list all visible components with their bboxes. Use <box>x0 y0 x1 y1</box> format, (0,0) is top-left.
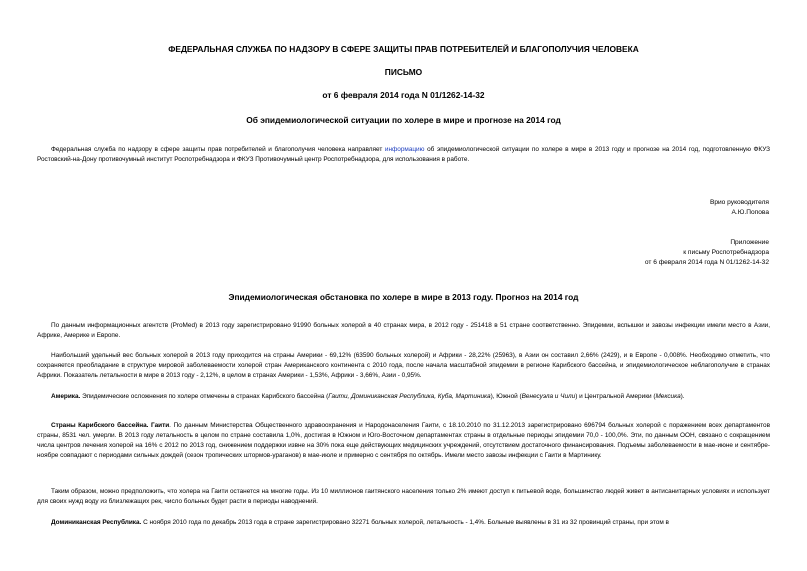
appendix-reference: к письму Роспотребнадзора <box>683 249 769 256</box>
document-subject: Об эпидемиологической ситуации по холере в мире и прогнозе на 2014 год <box>246 115 561 125</box>
document-type: ПИСЬМО <box>384 67 423 77</box>
signature-position: Врио руководителя <box>709 199 769 206</box>
paragraph-statistics: По данным информационных агентств (ProMed) в 2013 году зарегистрировано 91990 больных холерой в 40 странах мира, в 2012 году - 251418 в 51 стране соответственно. Эпидемии, вспышки и завозы инфекции имели место в Азии, Африке, Америке и Европе. <box>37 322 770 340</box>
paragraph-regional-share: Наибольший удельный вес больных холерой в 2013 году приходится на страны Америки - 69,12% (63590 больных холерой) и Африки - 28,22% (25963), в Азии он составил 2,66% (2429), и в Европе - 0,008%. Необходимо отметить, что сохраняется преобладание в структуре мировой заболеваемости холерой стран Американского континента с 2010 года, после начала масштабной эпидемии в регионе Карибского бассейна, и эпидемиологическое неблагополучие в странах Африки. Показатель летальности в мире в 2013 году - 2,12%, в целом в странах Америки - 1,53%, Африки - 3,66%, Азии - 0,95%. <box>37 352 770 380</box>
information-link[interactable]: информацию <box>384 146 425 153</box>
section-title: Эпидемиологическая обстановка по холере в мире в 2013 году. Прогноз на 2014 год <box>228 292 579 302</box>
intro-text-before: Федеральная служба по надзору в сфере защиты прав потребителей и благополучия человека направляет <box>51 146 385 153</box>
document-date-number: от 6 февраля 2014 года N 01/1262-14-32 <box>322 90 485 100</box>
appendix-date-number: от 6 февраля 2014 года N 01/1262-14-32 <box>644 259 769 266</box>
heading-dominican: Доминиканская Республика. <box>51 519 142 526</box>
paragraph-dominican: Доминиканская Республика. С ноября 2010 года по декабрь 2013 года в стране зарегистрировано 32271 больных холерой, летальность - 1,4%. Больные выявлены в 31 из 32 провинций страны, при этом в <box>51 519 669 526</box>
paragraph-conclusion: Таким образом, можно предположить, что холера на Гаити останется на многие годы. Из 10 миллионов гаитянского населения только 2% имеют доступ к питьевой воде, большинство людей живет в антисанитарных условиях и использует для своих нужд воду из близлежащих рек, число больных будет расти в периоды наводнений. <box>37 488 770 506</box>
intro-paragraph <box>37 145 770 165</box>
agency-title: ФЕДЕРАЛЬНАЯ СЛУЖБА ПО НАДЗОРУ В СФЕРЕ ЗАЩИТЫ ПРАВ ПОТРЕБИТЕЛЕЙ И БЛАГОПОЛУЧИЯ ЧЕЛОВЕКА <box>168 44 639 54</box>
appendix-label: Приложение <box>730 239 769 246</box>
heading-america: Америка. <box>51 393 81 400</box>
paragraph-america: Америка. Эпидемические осложнения по холере отмечены в странах Карибского бассейна (Гаити, Доминиканская Республика, Куба, Мартиника), Южной (Венесуэла и Чили) и Центральной Америки (Мексика). <box>51 393 685 400</box>
paragraph-haiti: Страны Карибского бассейна. Гаити. По данным Министерства Общественного здравоохранения и Народонаселения Гаити, с 18.10.2010 по 31.12.2013 зарегистрировано 696794 больных холерой с поражением всех департаментов страны, 8531 чел. умерли. В 2013 году летальность в целом по стране составила 1,0%, достигая в Южном и Юго-Восточном департаментах страны в отдельные периоды эпидемии 70,0 - 100,0%. Эти, по данным ООН, связано с сокращением числа центров лечения холерой на 16% с 2012 по 2013 год, снижением поддержки извне на 30% пока еще действующих медицинских учреждений, отсутствием достаточного финансирования. Подъемы заболеваемости в мае-июне и сентябре-ноябре совпадают с периодами сильных дождей (сезон тропических штормов-ураганов) в мае-июле и примерно с сентября по октябрь. Имели место завозы инфекции с Гаити в Мартинику. <box>37 422 770 460</box>
intro-text-after: об эпидемиологической ситуации по холере в мире в 2013 году и прогнозе на 2014 год, подготовленную ФКУЗ Ростовский-на-Дону противочумный институт Роспотребнадзора и ФКУЗ Противочумный центр Роспотребнадзора, для использования в работе. <box>37 146 770 164</box>
signature-name: А.Ю.Попова <box>731 209 769 216</box>
heading-haiti: Страны Карибского бассейна. Гаити <box>51 422 170 429</box>
appendix-block <box>645 238 769 268</box>
signature-block <box>710 198 769 218</box>
